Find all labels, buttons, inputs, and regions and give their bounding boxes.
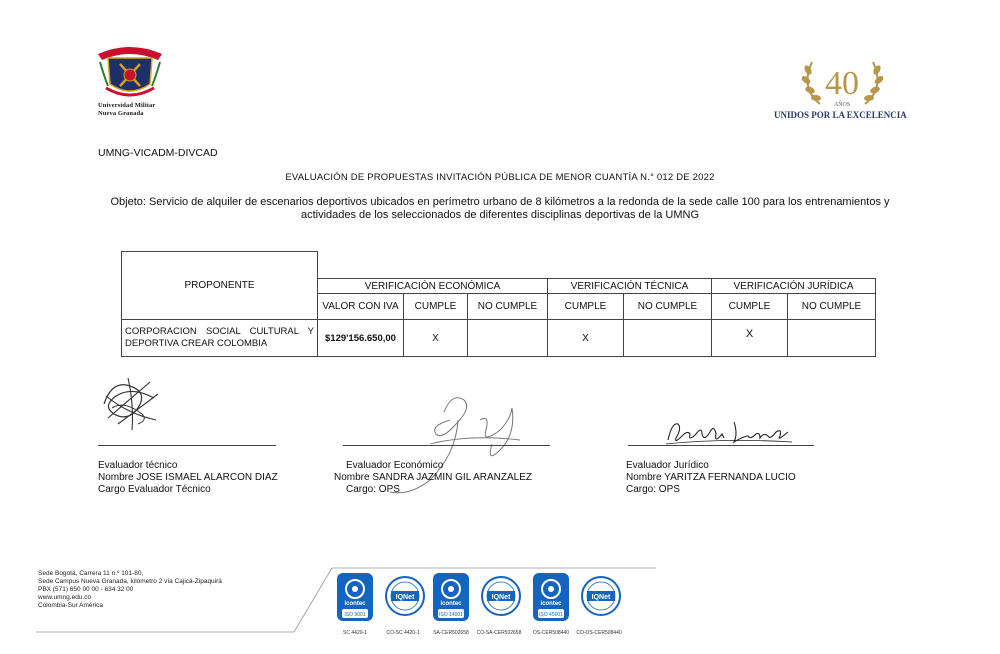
cert-icontec-iso14001 <box>432 572 470 636</box>
group-tecnica-header: VERIFICACIÓN TÉCNICA <box>548 279 712 294</box>
footer-line2: Sede Campus Nueva Granada, kilómetro 2 vía Cajicá-Zipaquirá <box>38 578 222 585</box>
signature-line-economico <box>343 445 550 446</box>
university-name-line2: Nueva Granada <box>98 110 144 117</box>
anniversary-logo <box>770 58 915 124</box>
svg-text:IQNet: IQNet <box>491 594 511 601</box>
svg-text:ISO 14001: ISO 14001 <box>439 612 463 618</box>
evaluation-table <box>121 251 876 357</box>
document-title: EVALUACIÓN DE PROPUESTAS INVITACIÓN PÚBLICA DE MENOR CUANTÍA N.° 012 DE 2022 <box>285 172 715 183</box>
svg-text:icontec: icontec <box>440 601 462 607</box>
signature-line-tecnico <box>98 445 276 446</box>
table-spacer <box>318 252 876 279</box>
cert-code: SA-CER502658 <box>433 630 469 636</box>
footer-line1: Sede Bogotá, Carrera 11 n.º 101-80, <box>38 570 144 577</box>
eco-cumple-mark: X <box>404 320 468 357</box>
signature-economico-role: Evaluador Económico <box>346 460 444 471</box>
footer-website-link[interactable]: www.umng.edu.co <box>38 594 92 601</box>
signature-tecnico-cargo: Cargo Evaluador Técnico <box>98 484 211 495</box>
signature-juridico-cargo: Cargo: OPS <box>626 484 680 495</box>
document-code: UMNG-VICADM-DIVCAD <box>98 147 218 159</box>
col-jur-cumple-header: CUMPLE <box>712 294 788 320</box>
cert-code: SC 4420-1 <box>343 630 367 636</box>
footer-line3: PBX (571) 650 00 00 - 634 32 00 <box>38 586 134 593</box>
icontec-seal-icon <box>532 572 570 622</box>
svg-text:ISO 45001: ISO 45001 <box>539 612 563 618</box>
signature-tecnico-name: Nombre JOSE ISMAEL ALARCON DIAZ <box>98 472 278 483</box>
svg-text:IQNet: IQNet <box>395 594 415 601</box>
tec-no-cumple-mark <box>624 320 712 357</box>
jur-cumple-mark: X <box>712 320 788 357</box>
col-jur-no-cumple-header: NO CUMPLE <box>788 294 876 320</box>
tec-cumple-mark: X <box>548 320 624 357</box>
table-row <box>122 320 876 357</box>
cert-iqnet-1 <box>384 572 422 636</box>
anniversary-word: AÑOS <box>833 102 851 108</box>
svg-text:IQNet: IQNet <box>591 594 611 601</box>
document-objeto: Objeto: Servicio de alquiler de escenarios deportivos ubicados en perímetro urbano de 8 kilómetros a la redonda de la sede calle 100 para los entrenamientos y actividades de los seleccionados de diferentes disciplinas deportivas de la UMNG <box>110 196 890 221</box>
signature-economico-block <box>334 460 533 496</box>
cert-code: CO-SC 4420-1 <box>386 630 420 636</box>
icontec-seal-icon <box>432 572 470 622</box>
university-name-line1: Universidad Militar <box>98 102 156 109</box>
col-eco-no-cumple-header: NO CUMPLE <box>468 294 548 320</box>
signature-juridico-block <box>626 460 796 496</box>
university-crest-icon <box>94 40 166 102</box>
iqnet-seal-icon <box>384 572 426 622</box>
svg-text:icontec: icontec <box>344 601 366 607</box>
signature-juridico-name: Nombre YARITZA FERNANDA LUCIO <box>626 472 796 483</box>
cert-code: OS-CER508440 <box>532 630 570 636</box>
signature-line-juridico <box>628 445 814 446</box>
svg-text:ISO 9001: ISO 9001 <box>344 612 366 618</box>
iqnet-seal-icon <box>480 572 522 622</box>
footer-line5: Colombia-Sur América <box>38 602 104 609</box>
jur-no-cumple-mark <box>788 320 876 357</box>
signature-tecnico-block <box>98 460 278 496</box>
col-valor-header: VALOR CON IVA <box>318 294 404 320</box>
signature-juridico-role: Evaluador Jurídico <box>626 460 709 471</box>
signature-economico-name: Nombre SANDRA JAZMIN GIL ARANZALEZ <box>334 472 533 483</box>
icontec-seal-icon <box>336 572 374 622</box>
cert-iqnet-2 <box>476 572 522 636</box>
signature-tecnico-image <box>98 374 164 432</box>
cert-icontec-iso9001 <box>336 572 374 636</box>
cert-iqnet-3 <box>576 572 622 636</box>
eco-no-cumple-mark <box>468 320 548 357</box>
anniversary-number: 40 <box>825 65 859 102</box>
certifications-row <box>336 572 636 642</box>
iqnet-seal-icon <box>580 572 622 622</box>
cert-icontec-iso45001 <box>532 572 570 636</box>
laurel-wreath-icon <box>770 58 915 110</box>
group-economica-header: VERIFICACIÓN ECONÓMICA <box>318 279 548 294</box>
cert-code: CO-OS-CER508440 <box>576 630 622 636</box>
proponente-name: CORPORACION SOCIAL CULTURAL Y DEPORTIVA CREAR COLOMBIA <box>122 320 318 357</box>
svg-text:icontec: icontec <box>540 601 562 607</box>
valor-con-iva: $129'156.650,00 <box>318 320 404 357</box>
col-eco-cumple-header: CUMPLE <box>404 294 468 320</box>
cert-code: CO-SA-CER502658 <box>476 630 522 636</box>
group-juridica-header: VERIFICACIÓN JURÍDICA <box>712 279 876 294</box>
university-logo <box>94 40 166 126</box>
signature-tecnico-role: Evaluador técnico <box>98 460 178 471</box>
col-tec-no-cumple-header: NO CUMPLE <box>624 294 712 320</box>
proponente-header: PROPONENTE <box>122 252 318 320</box>
col-tec-cumple-header: CUMPLE <box>548 294 624 320</box>
slogan: UNIDOS POR LA EXCELENCIA <box>774 110 907 120</box>
signature-economico-cargo: Cargo: OPS <box>346 484 400 495</box>
